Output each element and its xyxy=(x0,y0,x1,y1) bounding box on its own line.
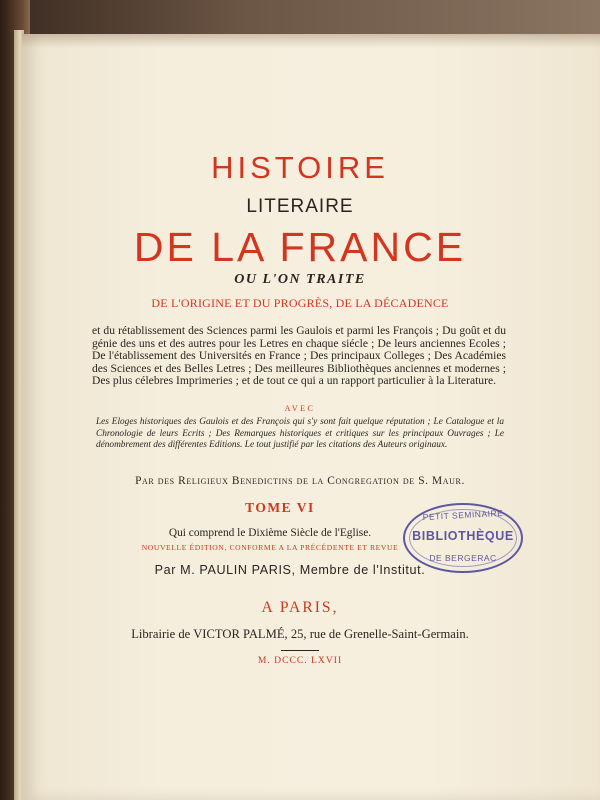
publication-date: M. DCCC. LXVII xyxy=(257,655,343,666)
stamp-top-text: PETIT SEMINAIRE xyxy=(422,507,504,523)
avec-line: AVEC xyxy=(284,404,316,413)
city-line: A PARIS, xyxy=(261,599,339,616)
subtitle: OU L'ON TRAITE xyxy=(234,272,366,287)
stamp-bottom-text: DE BERGERAC xyxy=(429,553,497,563)
title-line-de-la-france: DE LA FRANCE xyxy=(133,224,467,270)
authors-line: Par des Religieux Benedictins de la Congregation de S. Maur. xyxy=(135,475,465,487)
edition-note: NOUVELLE ÉDITION, CONFORME A LA PRÉCÉDENTE ET REVUE xyxy=(141,543,399,552)
publisher-line: Librairie de VICTOR PALMÉ, 25, rue de Grenelle-Saint-Germain. xyxy=(131,627,469,641)
contents-line: Qui comprend le Dixième Siècle de l'Eglise. xyxy=(168,527,372,539)
origin-line: DE L'ORIGINE ET DU PROGRÈS, DE LA DÉCADENCE xyxy=(151,296,449,310)
body-paragraph: et du rétablissement des Sciences parmi les Gaulois et parmi les François ; Du goût et du génie des uns et des autres pour les Letres en chaque siécle ; De leurs anciennes Ecoles ; De l'établissement des Universités en France ; Des principaux Colleges ; Des Académies des Sciences et des Belles Letres ; Des meilleures Bibliothèques anciennes et modernes ; Des plus célebres Imprimeries ; et de tout ce qui a un rapport particulier à la Literature. xyxy=(92,324,506,388)
stamp-middle-text: BIBLIOTHÈQUE xyxy=(412,529,514,543)
page-shadow xyxy=(22,34,600,48)
italic-paragraph: Les Eloges historiques des Gaulois et des François qui s'y sont fait quelque réputation ; Le Catalogue et la Chronologie de leurs Ecrits ; Des Remarques historiques et critiques sur les principaux Ouvrages ; Le dénombrement des différentes Editions. Le tout justifié par les citations des Auteurs originaux. xyxy=(96,417,504,450)
title-line-literaire: LITERAIRE xyxy=(246,196,354,217)
editor-line: Par M. PAULIN PARIS, Membre de l'Institut. xyxy=(154,563,426,577)
divider-rule xyxy=(281,650,319,651)
title-line-histoire: HISTOIRE xyxy=(211,150,389,185)
library-stamp xyxy=(403,503,523,573)
tome-number: TOME VI xyxy=(245,500,315,515)
